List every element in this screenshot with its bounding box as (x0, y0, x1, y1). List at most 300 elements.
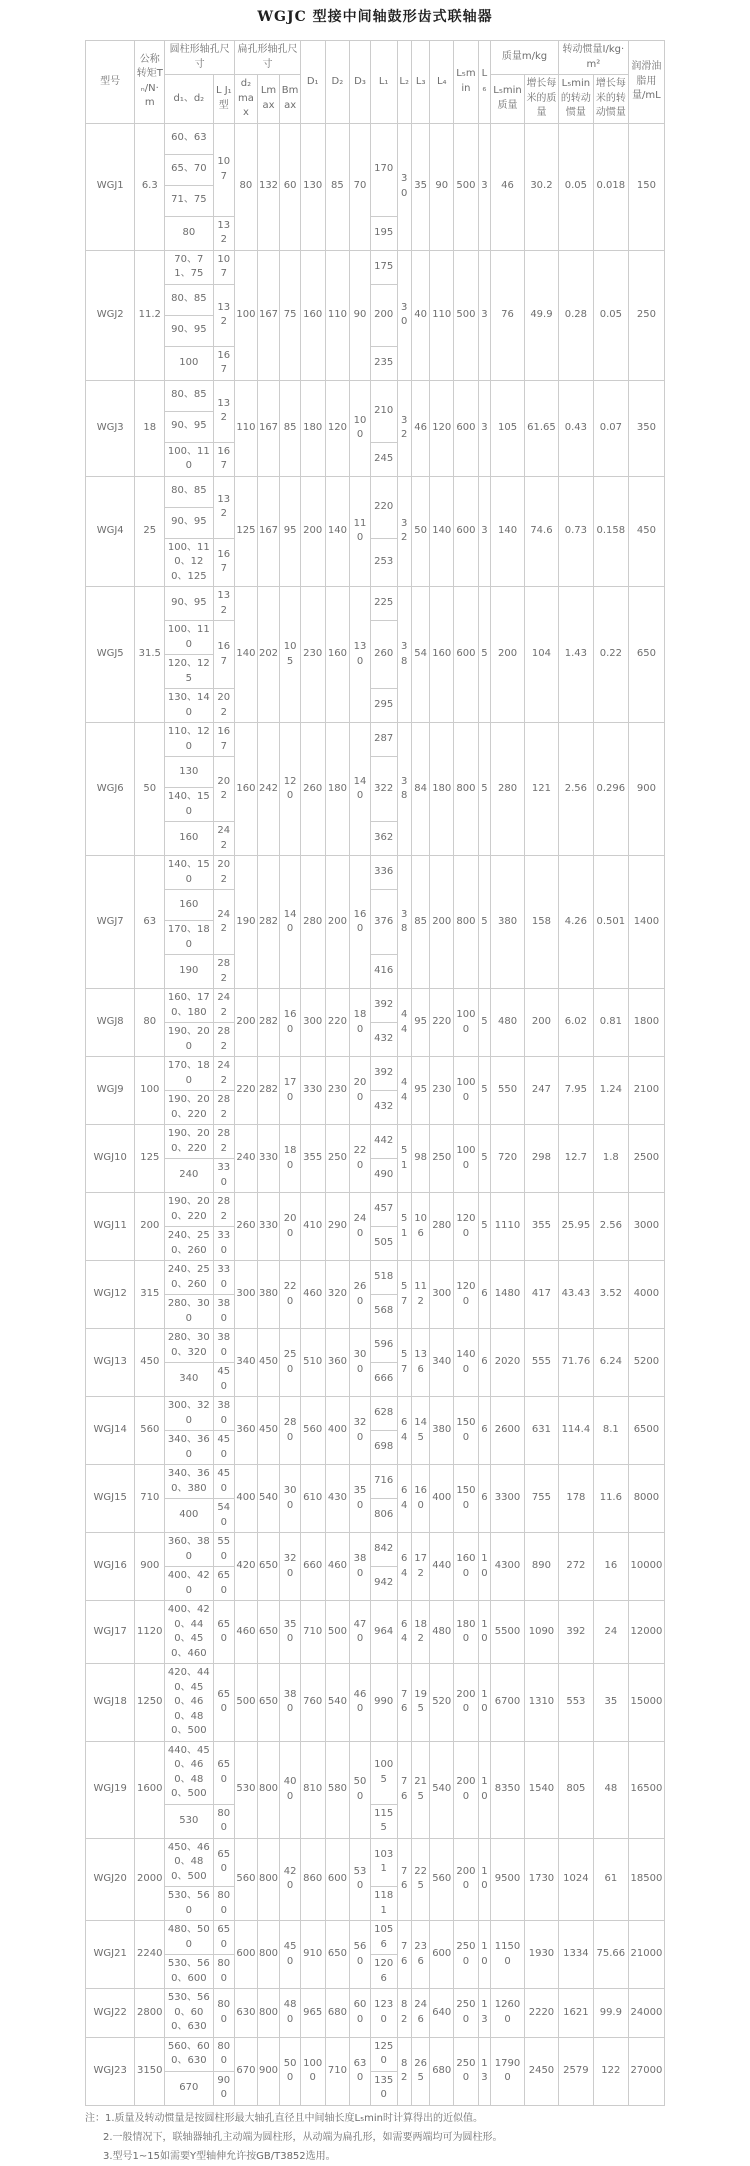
cell-mass-per-m: 74.6 (524, 476, 558, 587)
cell-inertia-per-m: 1.8 (593, 1125, 628, 1193)
cell-bore-d: 90、95 (165, 507, 213, 538)
cell-d2-dia: 220 (325, 989, 350, 1057)
cell-l2: 57 (397, 1329, 411, 1397)
table-row (86, 1838, 665, 1887)
cell-bore-L: 167 (213, 723, 235, 757)
cell-model: WGJ18 (86, 1664, 135, 1742)
cell-model: WGJ21 (86, 1921, 135, 1989)
cell-l1: 698 (370, 1431, 397, 1465)
cell-l2: 51 (397, 1193, 411, 1261)
header-cell: D₁ (300, 41, 325, 124)
cell-mass-per-m: 200 (524, 989, 558, 1057)
cell-torque: 125 (135, 1125, 165, 1193)
cell-l1: 376 (370, 890, 397, 955)
cell-mass: 9500 (491, 1838, 525, 1921)
table-row (86, 1193, 665, 1227)
note-line-1 (85, 2109, 665, 2128)
cell-inertia-per-m: 0.018 (593, 123, 628, 250)
cell-d2-dia: 250 (325, 1125, 350, 1193)
cell-l4: 110 (430, 250, 454, 380)
cell-mass-per-m: 1730 (524, 1838, 558, 1921)
cell-l3: 160 (411, 1465, 430, 1533)
cell-bore-L: 242 (213, 1057, 235, 1091)
cell-lmax: 650 (257, 1533, 280, 1601)
table-row (86, 1057, 665, 1091)
cell-l6: 3 (478, 380, 490, 476)
cell-bore-d: 440、450、460、480、500 (165, 1741, 213, 1804)
cell-l3: 182 (411, 1601, 430, 1664)
cell-lmax: 167 (257, 476, 280, 587)
cell-torque: 100 (135, 1057, 165, 1125)
cell-bmax: 480 (280, 1989, 301, 2038)
cell-torque: 710 (135, 1465, 165, 1533)
cell-bore-d: 190 (165, 955, 213, 989)
cell-grease: 15000 (628, 1664, 664, 1742)
cell-l5min: 600 (454, 380, 479, 476)
cell-bore-L: 282 (213, 1193, 235, 1227)
cell-mass: 4300 (491, 1533, 525, 1601)
cell-inertia: 1334 (558, 1921, 593, 1989)
cell-inertia-per-m: 11.6 (593, 1465, 628, 1533)
cell-model: WGJ22 (86, 1989, 135, 2038)
cell-bore-L: 132 (213, 284, 235, 346)
cell-l1: 253 (370, 538, 397, 587)
cell-mass-per-m: 298 (524, 1125, 558, 1193)
cell-mass-per-m: 158 (524, 856, 558, 989)
cell-bore-L: 800 (213, 2037, 235, 2071)
cell-torque: 2000 (135, 1838, 165, 1921)
cell-l1: 175 (370, 250, 397, 284)
cell-bore-L: 450 (213, 1363, 235, 1397)
cell-l5min: 1000 (454, 1125, 479, 1193)
cell-l1: 260 (370, 621, 397, 689)
cell-bore-L: 202 (213, 856, 235, 890)
cell-l6: 3 (478, 250, 490, 380)
cell-grease: 21000 (628, 1921, 664, 1989)
cell-l1: 1181 (370, 1887, 397, 1921)
cell-mass-per-m: 1930 (524, 1921, 558, 1989)
cell-bore-d: 60、63 (165, 123, 213, 154)
cell-mass-per-m: 247 (524, 1057, 558, 1125)
header-cell: L J₁型 (213, 75, 235, 124)
header-cell: 扁孔形轴孔尺寸 (235, 41, 301, 75)
cell-d3-dia: 200 (350, 1057, 371, 1125)
table-row (86, 1601, 665, 1664)
cell-inertia-per-m: 35 (593, 1664, 628, 1742)
cell-grease: 350 (628, 380, 664, 476)
cell-d2-dia: 460 (325, 1533, 350, 1601)
cell-l1: 596 (370, 1329, 397, 1363)
cell-bore-d: 190、200、220 (165, 1125, 213, 1159)
cell-inertia-per-m: 1.24 (593, 1057, 628, 1125)
cell-lmax: 282 (257, 856, 280, 989)
cell-d2max: 300 (235, 1261, 258, 1329)
cell-bore-d: 70、71、75 (165, 250, 213, 284)
cell-mass: 12600 (491, 1989, 525, 2038)
cell-bore-d: 90、95 (165, 587, 213, 621)
cell-l2: 82 (397, 2037, 411, 2105)
cell-grease: 8000 (628, 1465, 664, 1533)
cell-mass-per-m: 1310 (524, 1664, 558, 1742)
cell-l4: 480 (430, 1601, 454, 1664)
cell-l4: 640 (430, 1989, 454, 2038)
cell-mass: 2600 (491, 1397, 525, 1465)
cell-d1-dia: 860 (300, 1838, 325, 1921)
cell-l4: 90 (430, 123, 454, 250)
cell-bore-d: 130、140 (165, 689, 213, 723)
header-cell: 转动惯量I/kg·m² (558, 41, 628, 75)
cell-bore-L: 242 (213, 822, 235, 856)
cell-l3: 46 (411, 380, 430, 476)
cell-bore-d: 340、360 (165, 1431, 213, 1465)
cell-d3-dia: 320 (350, 1397, 371, 1465)
cell-bore-d: 100 (165, 346, 213, 380)
cell-bore-d: 170、180 (165, 921, 213, 955)
cell-bore-d: 80、85 (165, 380, 213, 411)
cell-d1-dia: 180 (300, 380, 325, 476)
cell-d1-dia: 710 (300, 1601, 325, 1664)
cell-bmax: 220 (280, 1261, 301, 1329)
cell-d2-dia: 160 (325, 587, 350, 723)
cell-grease: 16500 (628, 1741, 664, 1838)
header-cell: 增长每米的质量 (524, 75, 558, 124)
cell-inertia: 553 (558, 1664, 593, 1742)
cell-l3: 35 (411, 123, 430, 250)
cell-bore-L: 550 (213, 1533, 235, 1567)
cell-l1: 1230 (370, 1989, 397, 2038)
cell-l4: 680 (430, 2037, 454, 2105)
cell-grease: 2100 (628, 1057, 664, 1125)
cell-grease: 1400 (628, 856, 664, 989)
cell-torque: 560 (135, 1397, 165, 1465)
cell-torque: 3150 (135, 2037, 165, 2105)
cell-l4: 230 (430, 1057, 454, 1125)
cell-mass: 76 (491, 250, 525, 380)
cell-d3-dia: 380 (350, 1533, 371, 1601)
cell-l4: 340 (430, 1329, 454, 1397)
cell-d2-dia: 320 (325, 1261, 350, 1329)
cell-torque: 2800 (135, 1989, 165, 2038)
cell-bore-d: 160、170、180 (165, 989, 213, 1023)
cell-l5min: 600 (454, 587, 479, 723)
cell-inertia: 178 (558, 1465, 593, 1533)
cell-bore-L: 132 (213, 476, 235, 538)
cell-d2-dia: 430 (325, 1465, 350, 1533)
cell-l2: 76 (397, 1921, 411, 1989)
cell-d2max: 420 (235, 1533, 258, 1601)
table-row (86, 1397, 665, 1431)
cell-bore-d: 530 (165, 1804, 213, 1838)
cell-torque: 315 (135, 1261, 165, 1329)
cell-lmax: 650 (257, 1601, 280, 1664)
cell-mass-per-m: 121 (524, 723, 558, 856)
cell-l3: 106 (411, 1193, 430, 1261)
cell-d2-dia: 580 (325, 1741, 350, 1838)
cell-mass: 5500 (491, 1601, 525, 1664)
cell-bore-d: 280、300、320 (165, 1329, 213, 1363)
cell-inertia-per-m: 0.296 (593, 723, 628, 856)
cell-l5min: 1200 (454, 1261, 479, 1329)
table-row (86, 1989, 665, 2038)
cell-lmax: 450 (257, 1329, 280, 1397)
cell-bore-d: 190、200、220 (165, 1193, 213, 1227)
cell-bore-d: 100、110 (165, 442, 213, 476)
cell-d3-dia: 160 (350, 856, 371, 989)
cell-d2max: 140 (235, 587, 258, 723)
cell-bore-L: 800 (213, 1989, 235, 2038)
cell-bmax: 500 (280, 2037, 301, 2105)
cell-model: WGJ2 (86, 250, 135, 380)
cell-lmax: 650 (257, 1664, 280, 1742)
table-row (86, 1465, 665, 1499)
cell-l3: 215 (411, 1741, 430, 1838)
cell-bore-d: 80、85 (165, 284, 213, 315)
cell-grease: 24000 (628, 1989, 664, 2038)
header-cell: 增长每米的转动惯量 (593, 75, 628, 124)
cell-l1: 295 (370, 689, 397, 723)
table-row (86, 1921, 665, 1955)
cell-d2max: 530 (235, 1741, 258, 1838)
header-cell: 润滑油脂用量/mL (628, 41, 664, 124)
cell-grease: 6500 (628, 1397, 664, 1465)
cell-bore-L: 202 (213, 757, 235, 822)
table-row (86, 123, 665, 154)
cell-d3-dia: 350 (350, 1465, 371, 1533)
cell-bore-d: 100、110 (165, 621, 213, 655)
cell-mass: 11500 (491, 1921, 525, 1989)
cell-bore-d: 90、95 (165, 411, 213, 442)
cell-mass: 3300 (491, 1465, 525, 1533)
cell-l3: 172 (411, 1533, 430, 1601)
cell-bore-d: 360、380 (165, 1533, 213, 1567)
cell-d2max: 110 (235, 380, 258, 476)
header-cell: L₄ (430, 41, 454, 124)
cell-l1: 490 (370, 1159, 397, 1193)
cell-d1-dia: 610 (300, 1465, 325, 1533)
cell-bore-L: 450 (213, 1431, 235, 1465)
cell-l1: 392 (370, 1057, 397, 1091)
cell-l1: 210 (370, 380, 397, 442)
cell-l3: 84 (411, 723, 430, 856)
cell-mass-per-m: 1540 (524, 1741, 558, 1838)
cell-inertia: 805 (558, 1741, 593, 1838)
cell-l4: 160 (430, 587, 454, 723)
cell-d2max: 220 (235, 1057, 258, 1125)
cell-l1: 990 (370, 1664, 397, 1742)
cell-d3-dia: 600 (350, 1989, 371, 2038)
table-row (86, 1125, 665, 1159)
cell-model: WGJ15 (86, 1465, 135, 1533)
cell-l6: 5 (478, 587, 490, 723)
cell-l3: 95 (411, 989, 430, 1057)
cell-d2max: 260 (235, 1193, 258, 1261)
cell-torque: 900 (135, 1533, 165, 1601)
header-cell: L₅min质量 (491, 75, 525, 124)
cell-mass: 200 (491, 587, 525, 723)
cell-l1: 1031 (370, 1838, 397, 1887)
header-cell: L₅min的转动惯量 (558, 75, 593, 124)
page-title: WGJC 型接中间轴鼓形齿式联轴器 (257, 9, 493, 25)
cell-l3: 265 (411, 2037, 430, 2105)
cell-model: WGJ3 (86, 380, 135, 476)
cell-d2-dia: 400 (325, 1397, 350, 1465)
cell-l4: 140 (430, 476, 454, 587)
cell-inertia-per-m: 122 (593, 2037, 628, 2105)
cell-l3: 236 (411, 1921, 430, 1989)
cell-inertia: 1.43 (558, 587, 593, 723)
note-line-2: 2.一般情况下，联轴器轴孔主动端为圆柱形，从动端为扁孔形，如需要两端均可为圆柱形。 (103, 2131, 503, 2143)
cell-l6: 5 (478, 1193, 490, 1261)
cell-bore-L: 132 (213, 380, 235, 442)
cell-l1: 505 (370, 1227, 397, 1261)
cell-l1: 806 (370, 1499, 397, 1533)
cell-bore-L: 650 (213, 1921, 235, 1955)
cell-lmax: 450 (257, 1397, 280, 1465)
cell-d3-dia: 300 (350, 1329, 371, 1397)
cell-l2: 51 (397, 1125, 411, 1193)
cell-d2max: 670 (235, 2037, 258, 2105)
cell-d2max: 400 (235, 1465, 258, 1533)
cell-model: WGJ6 (86, 723, 135, 856)
cell-l2: 76 (397, 1838, 411, 1921)
cell-bore-L: 330 (213, 1261, 235, 1295)
cell-d2max: 560 (235, 1838, 258, 1921)
cell-d2-dia: 500 (325, 1601, 350, 1664)
cell-bore-L: 380 (213, 1295, 235, 1329)
cell-l5min: 800 (454, 723, 479, 856)
cell-lmax: 167 (257, 380, 280, 476)
cell-bore-L: 650 (213, 1664, 235, 1742)
note-line-3: 3.型号1~15如需要Y型轴伸允许按GB/T3852选用。 (103, 2150, 336, 2162)
header-cell: Bmax (280, 75, 301, 124)
cell-bore-d: 670 (165, 2071, 213, 2105)
cell-l4: 440 (430, 1533, 454, 1601)
cell-bore-d: 160 (165, 822, 213, 856)
cell-l3: 246 (411, 1989, 430, 2038)
cell-d2max: 360 (235, 1397, 258, 1465)
cell-l5min: 1000 (454, 989, 479, 1057)
cell-lmax: 282 (257, 1057, 280, 1125)
cell-inertia: 0.05 (558, 123, 593, 250)
cell-inertia-per-m: 16 (593, 1533, 628, 1601)
cell-grease: 10000 (628, 1533, 664, 1601)
cell-l4: 380 (430, 1397, 454, 1465)
cell-l1: 628 (370, 1397, 397, 1431)
cell-bore-d: 65、70 (165, 154, 213, 185)
cell-bmax: 105 (280, 587, 301, 723)
cell-d1-dia: 510 (300, 1329, 325, 1397)
cell-bore-d: 140、150 (165, 856, 213, 890)
cell-l6: 10 (478, 1741, 490, 1838)
table-row (86, 856, 665, 890)
cell-d3-dia: 240 (350, 1193, 371, 1261)
cell-l3: 195 (411, 1664, 430, 1742)
cell-bore-d: 400、420、440、450、460 (165, 1601, 213, 1664)
cell-l6: 5 (478, 723, 490, 856)
cell-inertia: 114.4 (558, 1397, 593, 1465)
cell-mass-per-m: 755 (524, 1465, 558, 1533)
cell-bmax: 200 (280, 1193, 301, 1261)
cell-inertia-per-m: 0.07 (593, 380, 628, 476)
cell-model: WGJ14 (86, 1397, 135, 1465)
cell-inertia-per-m: 2.56 (593, 1193, 628, 1261)
cell-mass-per-m: 890 (524, 1533, 558, 1601)
cell-l6: 10 (478, 1533, 490, 1601)
cell-mass: 380 (491, 856, 525, 989)
cell-bore-d: 100、110、120、125 (165, 538, 213, 587)
cell-d2max: 500 (235, 1664, 258, 1742)
cell-d2max: 160 (235, 723, 258, 856)
cell-d3-dia: 560 (350, 1921, 371, 1989)
cell-bmax: 95 (280, 476, 301, 587)
cell-d2max: 240 (235, 1125, 258, 1193)
table-row (86, 1741, 665, 1804)
cell-lmax: 540 (257, 1465, 280, 1533)
cell-l3: 136 (411, 1329, 430, 1397)
cell-l1: 245 (370, 442, 397, 476)
cell-bore-L: 650 (213, 1567, 235, 1601)
cell-bmax: 85 (280, 380, 301, 476)
cell-bore-d: 240 (165, 1159, 213, 1193)
cell-bore-L: 242 (213, 989, 235, 1023)
cell-inertia: 2579 (558, 2037, 593, 2105)
cell-l1: 235 (370, 346, 397, 380)
cell-l5min: 2500 (454, 1989, 479, 2038)
table-row (86, 250, 665, 284)
cell-d1-dia: 300 (300, 989, 325, 1057)
cell-mass: 17900 (491, 2037, 525, 2105)
cell-bore-L: 330 (213, 1159, 235, 1193)
cell-d2-dia: 360 (325, 1329, 350, 1397)
cell-l3: 225 (411, 1838, 430, 1921)
cell-bore-L: 650 (213, 1601, 235, 1664)
cell-l2: 57 (397, 1261, 411, 1329)
cell-d2max: 100 (235, 250, 258, 380)
cell-model: WGJ1 (86, 123, 135, 250)
cell-l6: 6 (478, 1261, 490, 1329)
cell-d3-dia: 140 (350, 723, 371, 856)
cell-l4: 600 (430, 1921, 454, 1989)
cell-l1: 392 (370, 989, 397, 1023)
cell-inertia: 0.73 (558, 476, 593, 587)
cell-d3-dia: 470 (350, 1601, 371, 1664)
cell-bore-d: 190、200、220 (165, 1091, 213, 1125)
cell-bore-L: 132 (213, 216, 235, 250)
cell-l1: 666 (370, 1363, 397, 1397)
cell-bore-d: 90、95 (165, 315, 213, 346)
cell-l5min: 1200 (454, 1193, 479, 1261)
cell-bore-d: 300、320 (165, 1397, 213, 1431)
cell-l4: 180 (430, 723, 454, 856)
cell-bore-d: 80 (165, 216, 213, 250)
cell-bmax: 180 (280, 1125, 301, 1193)
cell-model: WGJ23 (86, 2037, 135, 2105)
cell-torque: 450 (135, 1329, 165, 1397)
cell-l1: 195 (370, 216, 397, 250)
cell-l1: 322 (370, 757, 397, 822)
cell-inertia: 12.7 (558, 1125, 593, 1193)
cell-mass: 140 (491, 476, 525, 587)
cell-l5min: 2000 (454, 1838, 479, 1921)
cell-lmax: 202 (257, 587, 280, 723)
cell-l6: 6 (478, 1329, 490, 1397)
table-header (86, 41, 665, 124)
table-row (86, 1664, 665, 1742)
cell-inertia-per-m: 99.9 (593, 1989, 628, 2038)
cell-bore-L: 167 (213, 442, 235, 476)
cell-mass-per-m: 104 (524, 587, 558, 723)
cell-torque: 80 (135, 989, 165, 1057)
